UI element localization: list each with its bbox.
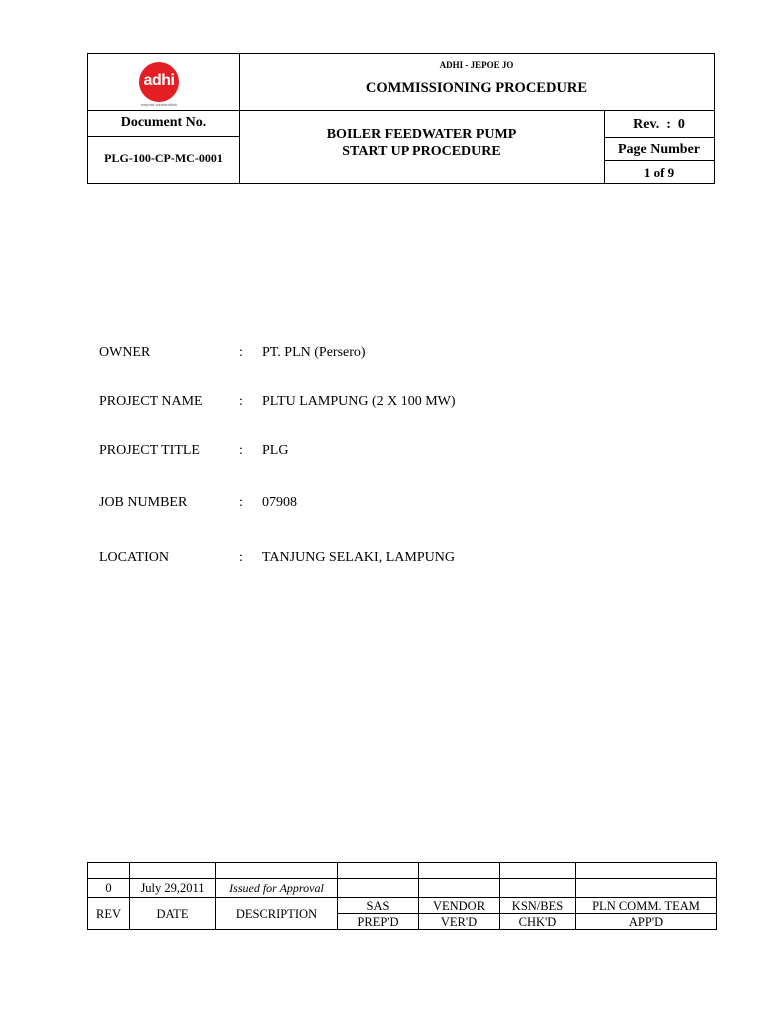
table-cell xyxy=(419,879,500,898)
document-type: COMMISSIONING PROCEDURE xyxy=(365,80,588,96)
description-cell: Issued for Approval xyxy=(216,879,338,898)
company-logo xyxy=(88,54,239,110)
logo-tagline: beyond construction xyxy=(141,102,177,107)
location-colon: : xyxy=(239,550,243,565)
page-number: 1 of 9 xyxy=(643,165,675,180)
project-name-value: PLTU LAMPUNG (2 X 100 MW) xyxy=(262,394,456,409)
document-no-label: Document No. xyxy=(120,115,207,130)
location-value: TANJUNG SELAKI, LAMPUNG xyxy=(262,550,455,565)
header-divider xyxy=(604,137,714,138)
sas-header: SAS xyxy=(338,898,419,914)
company-name: ADHI - JEPOE JO xyxy=(439,60,514,70)
description-header: DESCRIPTION xyxy=(216,898,338,930)
document-header xyxy=(87,53,715,184)
procedure-title-line1: BOILER FEEDWATER PUMP xyxy=(326,127,517,142)
table-header-row xyxy=(88,898,717,914)
owner-colon: : xyxy=(239,345,243,360)
table-cell xyxy=(419,863,500,879)
table-cell xyxy=(130,863,216,879)
header-divider xyxy=(239,54,240,183)
job-number-colon: : xyxy=(239,495,243,510)
table-cell xyxy=(88,863,130,879)
rev-header: REV xyxy=(88,898,130,930)
prepd-header: PREP'D xyxy=(338,914,419,930)
date-cell: July 29,2011 xyxy=(130,879,216,898)
table-cell xyxy=(338,879,419,898)
project-title-label: PROJECT TITLE xyxy=(99,443,200,458)
owner-label: OWNER xyxy=(99,345,151,360)
project-name-label: PROJECT NAME xyxy=(99,394,203,409)
logo-mark: adhi xyxy=(139,62,179,102)
pln-header: PLN COMM. TEAM xyxy=(576,898,717,914)
table-cell xyxy=(216,863,338,879)
project-title-value: PLG xyxy=(262,443,289,458)
verd-header: VER'D xyxy=(419,914,500,930)
table-cell xyxy=(500,863,576,879)
header-divider xyxy=(88,110,714,111)
table-cell xyxy=(576,879,717,898)
table-cell xyxy=(576,863,717,879)
table-row xyxy=(88,879,717,898)
table-row xyxy=(88,863,717,879)
revision-number: Rev. : 0 xyxy=(633,117,685,132)
header-divider xyxy=(88,136,239,137)
header-divider xyxy=(604,160,714,161)
revision-table xyxy=(87,862,717,930)
job-number-value: 07908 xyxy=(262,495,297,510)
project-title-colon: : xyxy=(239,443,243,458)
project-name-colon: : xyxy=(239,394,243,409)
document-no: PLG-100-CP-MC-0001 xyxy=(104,151,223,165)
location-label: LOCATION xyxy=(99,550,169,565)
date-header: DATE xyxy=(130,898,216,930)
owner-value: PT. PLN (Persero) xyxy=(262,345,366,360)
vendor-header: VENDOR xyxy=(419,898,500,914)
page-number-label: Page Number xyxy=(617,142,701,157)
ksn-header: KSN/BES xyxy=(500,898,576,914)
appd-header: APP'D xyxy=(576,914,717,930)
job-number-label: JOB NUMBER xyxy=(99,495,188,510)
chkd-header: CHK'D xyxy=(500,914,576,930)
rev-cell: 0 xyxy=(88,879,130,898)
table-cell xyxy=(500,879,576,898)
procedure-title-line2: START UP PROCEDURE xyxy=(342,144,501,159)
table-cell xyxy=(338,863,419,879)
